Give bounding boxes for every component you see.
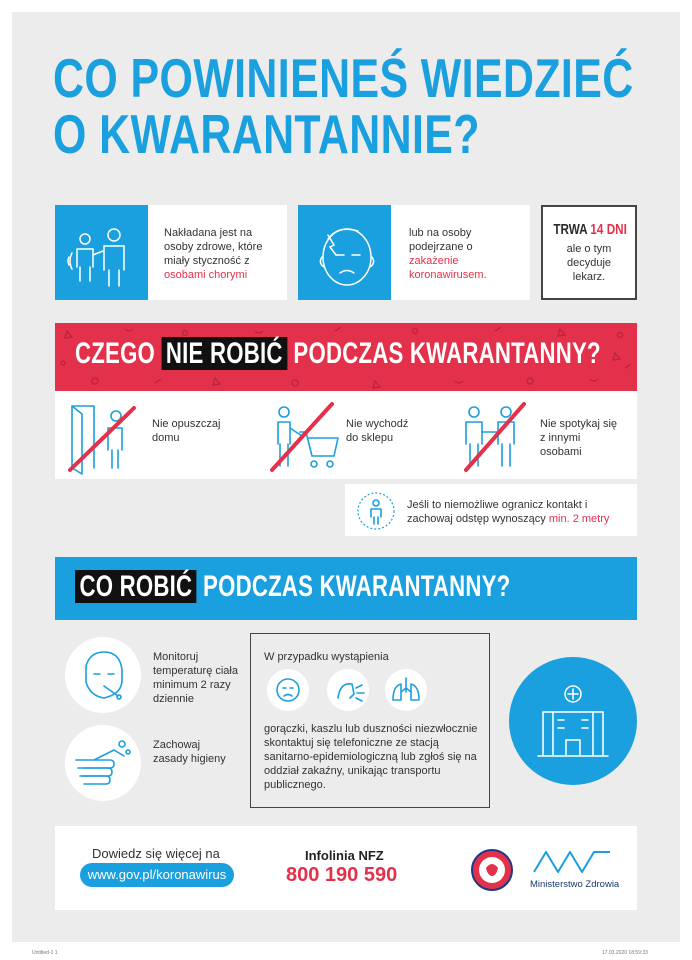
door-exit-icon — [62, 398, 142, 476]
symptoms-text: gorączki, kaszlu lub duszności niezwłocznie skontaktuj się telefoniczne ze stacją sanitarno-epidemiologiczną lub zgłoś się na oddział zakaźny, unikając transportu publicznego. — [264, 723, 478, 791]
gov-link[interactable]: www.gov.pl/koronawirus — [80, 863, 234, 887]
lungs-icon — [384, 668, 428, 712]
dont-item-meet-people: Nie spotykaj się z innymi osobami — [540, 418, 618, 458]
symptoms-heading: W przypadku wystąpienia — [264, 651, 389, 663]
fever-icon — [266, 668, 310, 712]
highlight-sick-people: osobami chorymi — [164, 269, 248, 281]
page-title — [53, 47, 634, 165]
hotline-number[interactable]: 800 190 590 — [286, 864, 398, 886]
people-contact-icon — [55, 205, 148, 300]
duration-days: 14 DNI — [590, 221, 627, 238]
distance-icon — [355, 490, 397, 532]
do-item-temperature: Monitoruj temperaturę ciała minimum 2 razy dziennie — [153, 651, 238, 705]
dont-item-shop: Nie wychodź do sklepu — [346, 418, 409, 444]
thermometer-face-icon — [64, 636, 142, 714]
do-banner-title: CO ROBIĆ PODCZAS KWARANTANNY? — [75, 570, 510, 604]
sick-face-icon — [298, 205, 391, 300]
do-banner-highlight: CO ROBIĆ — [75, 570, 197, 603]
title-line-1: CO POWINIENEŚ WIEDZIEĆ — [53, 47, 634, 109]
ministry-logo-icon — [530, 846, 614, 876]
sanitary-inspection-logo-icon — [470, 848, 514, 892]
highlight-infection: zakażenie koronawirusem. — [409, 255, 487, 281]
cough-icon — [326, 668, 370, 712]
intro-icon-box-2 — [298, 205, 391, 300]
ministry-name: Ministerstwo Zdrowia — [530, 879, 620, 890]
hotline-label: Infolinia NFZ — [305, 848, 384, 863]
intro-text-2: lub na osoby podejrzane o zakażenie koronawirusem. — [409, 227, 487, 281]
do-banner — [55, 557, 637, 620]
distance-text: Jeśli to niemożliwe ogranicz kontakt i zachowaj odstęp wynoszący min. 2 metry — [407, 499, 610, 525]
intro-card-duration — [541, 205, 637, 300]
dont-banner-highlight: NIE ROBIĆ — [161, 337, 287, 370]
more-info-label: Dowiedz się więcej na — [92, 846, 220, 861]
intro-text-1: Nakładana jest na osoby zdrowe, które miały styczność z osobami chorymi — [164, 227, 263, 281]
dont-banner-title: CZEGO NIE ROBIĆ PODCZAS KWARANTANNY? — [75, 337, 601, 370]
duration-note: ale o tym decyduje lekarz. — [566, 243, 612, 283]
highlight-distance: min. 2 metry — [548, 513, 610, 525]
duration-heading: TRWA 14 DNI — [553, 221, 627, 238]
do-item-hygiene: Zachowaj zasady higieny — [153, 739, 226, 765]
print-mark-left: Untitled-1 1 — [32, 950, 58, 956]
dont-item-leave-home: Nie opuszczaj domu — [152, 418, 221, 444]
people-meeting-icon — [454, 398, 534, 476]
print-mark-right: 17.03.2020 18:59:33 — [602, 950, 648, 956]
hospital-icon — [508, 656, 638, 786]
title-line-2: O KWARANTANNIE? — [53, 103, 480, 165]
dont-banner — [55, 323, 637, 391]
intro-icon-box-1 — [55, 205, 148, 300]
hand-washing-icon — [64, 724, 142, 802]
shopping-cart-icon — [260, 398, 340, 476]
